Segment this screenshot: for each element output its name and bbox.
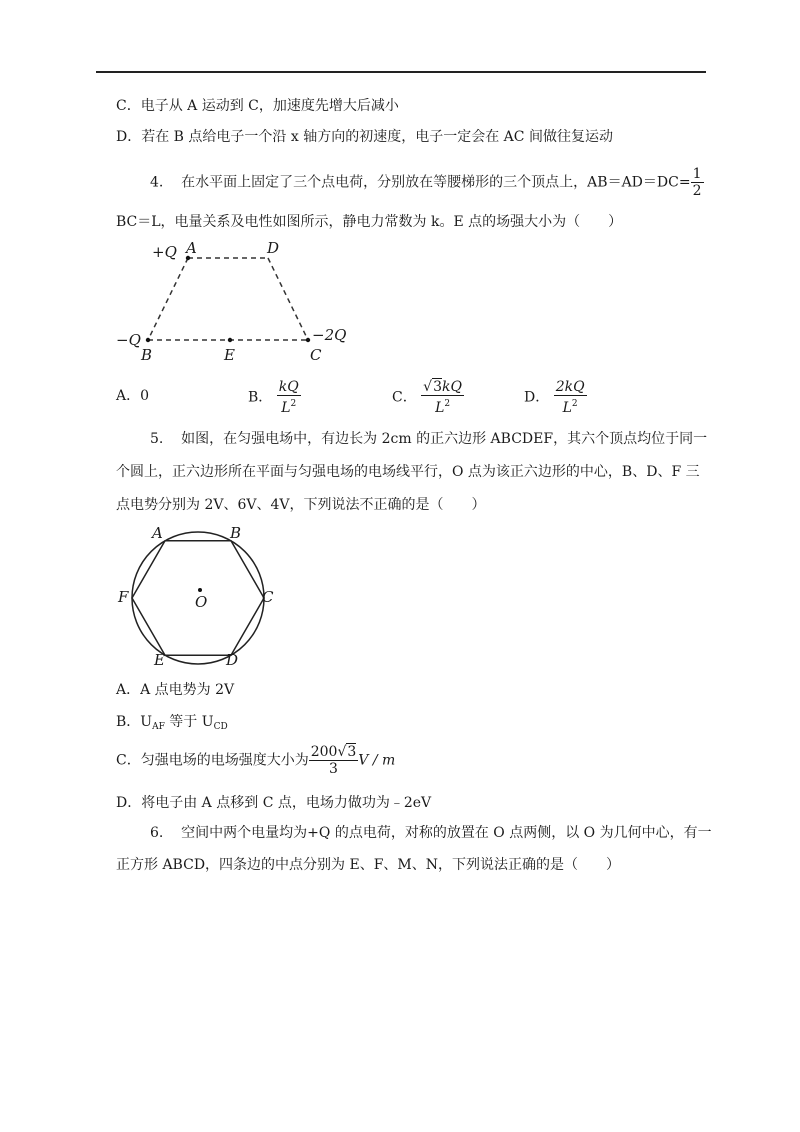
- q5-stem-line2: 个圆上，正六边形所在平面与匀强电场的电场线平行，O 点为该正六边形的中心，B、D、F 三: [116, 464, 700, 480]
- charge-c-label: −2Q: [312, 326, 347, 344]
- q4-option-d[interactable]: D． $\frac{2kQ}{L^2}$: [524, 379, 585, 416]
- q4-stem-line2: BC＝L，电量关系及电性如图所示，静电力常数为 k。E 点的场强大小为（ ）: [116, 214, 623, 230]
- q6-number: 6.: [150, 825, 164, 841]
- label-d: D: [267, 240, 280, 257]
- label-e: E: [224, 346, 235, 364]
- label-c: C: [262, 588, 274, 606]
- point-e: [228, 338, 232, 342]
- label-c: C: [310, 346, 322, 364]
- charge-b-label: −Q: [116, 331, 141, 349]
- q3-option-d[interactable]: D．若在 B 点给电子一个沿 x 轴方向的初速度，电子一定会在 AC 间做往复运动: [116, 129, 613, 145]
- q6-stem-line2: 正方形 ABCD，四条边的中点分别为 E、F、M、N，下列说法正确的是（ ）: [116, 857, 621, 873]
- label-a: A: [152, 524, 163, 542]
- header-rule: [96, 71, 706, 73]
- q4-stem-line1: 4. 在水平面上固定了三个点电荷，分别放在等腰梯形的三个顶点上，AB＝AD＝DC= $\frac{1}{2}$: [150, 166, 702, 199]
- q5-stem-line1: 5. 如图，在匀强电场中，有边长为 2cm 的正六边形 ABCDEF，其六个顶点均位于同一: [150, 431, 708, 447]
- q5-option-d[interactable]: D．将电子由 A 点移到 C 点，电场力做功为﹣2eV: [116, 795, 432, 811]
- charge-a-label: +Q: [152, 243, 177, 261]
- q5-number: 5.: [150, 431, 164, 447]
- label-a: A: [186, 240, 197, 257]
- q4-option-a[interactable]: A．0: [116, 388, 150, 404]
- q4-trapezoid-figure: [112, 240, 362, 365]
- label-f: F: [118, 588, 129, 606]
- edge-ab: [148, 258, 188, 340]
- center-point-o: [198, 588, 202, 592]
- q6-stem-line1: 6. 空间中两个电量均为+Q 的点电荷，对称的放置在 O 点两侧，以 O 为几何中心，有一: [150, 825, 712, 841]
- label-d: D: [226, 651, 239, 669]
- point-b: [146, 338, 150, 342]
- q4-option-b[interactable]: B． $\frac{kQ}{L^2}$: [248, 379, 299, 416]
- q4-number: 4.: [150, 174, 164, 191]
- q5-option-b[interactable]: B．$U_{AF}$ 等于 $U_{CD}$: [116, 714, 228, 732]
- q5-option-c[interactable]: C．匀强电场的电场强度大小为 $\frac{200√3}{3}$ V / m: [116, 744, 396, 777]
- q4-half-fraction: $\frac{1}{2}$: [692, 166, 702, 199]
- point-c: [306, 338, 310, 342]
- label-o: O: [195, 593, 208, 611]
- q4-option-c[interactable]: C． $\frac{√3kQ}{L^2}$: [392, 379, 462, 416]
- edge-dc: [268, 258, 308, 340]
- label-b: B: [230, 524, 242, 542]
- q5-hexagon-figure: [112, 518, 292, 670]
- q3-option-c[interactable]: C．电子从 A 运动到 C，加速度先增大后减小: [116, 98, 399, 114]
- label-e: E: [154, 651, 165, 669]
- q5-stem-line3: 点电势分别为 2V、6V、4V，下列说法不正确的是（ ）: [116, 497, 486, 513]
- q5-option-a[interactable]: A．A 点电势为 2V: [116, 682, 235, 698]
- label-b: B: [141, 346, 153, 364]
